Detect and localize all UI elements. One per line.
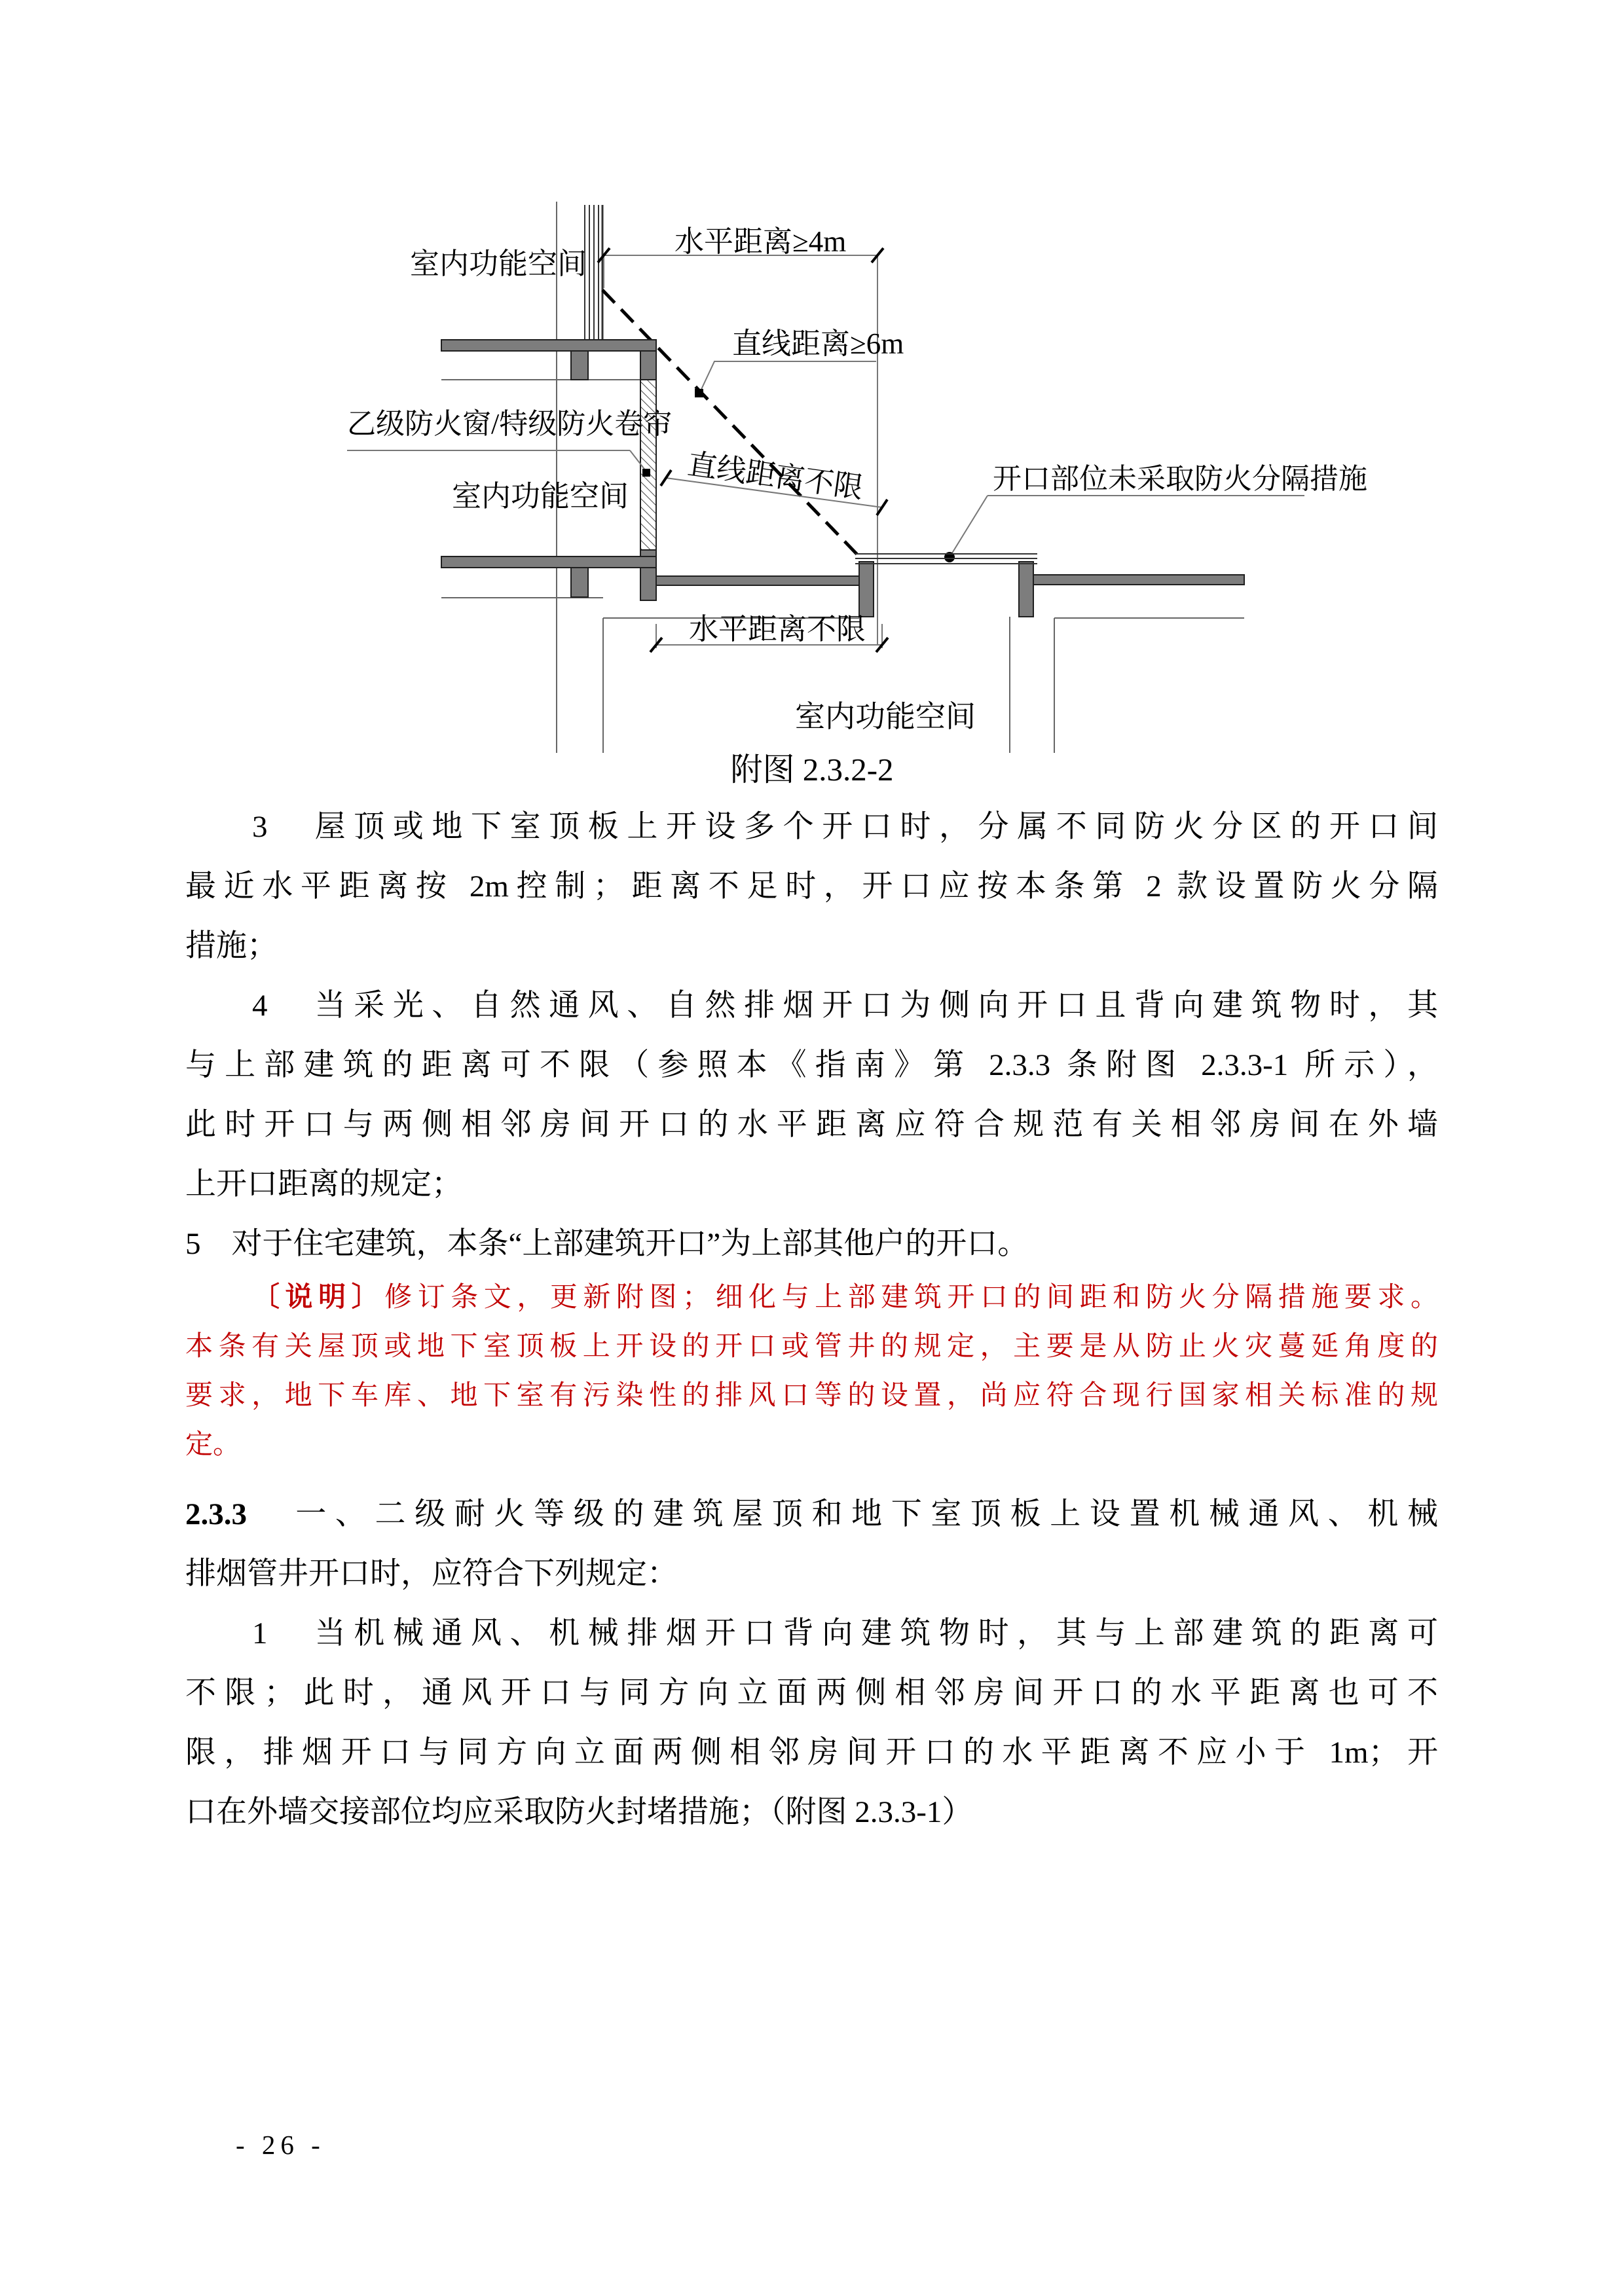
body-line: 口在外墙交接部位均应采取防火封堵措施；（附图 2.3.3-1） — [185, 1795, 973, 1829]
dim-top-label: 水平距离≥4m — [674, 225, 847, 258]
opening-note-label: 开口部位未采取防火分隔措施 — [993, 463, 1367, 495]
red-note-line: 要求，地下车库、地下室有污染性的排风口等的设置，尚应符合现行国家相关标准的规 — [185, 1381, 1438, 1411]
room-label-mid: 室内功能空间 — [452, 480, 629, 513]
page-number: - 26 - — [236, 2130, 325, 2160]
dim-horiz-label: 水平距离不限 — [689, 613, 866, 646]
body-line: 措施； — [185, 929, 278, 963]
body-line: 不限；此时，通风开口与同方向立面两侧相邻房间开口的水平距离也可不 — [185, 1676, 1438, 1710]
section-number: 2.3.3 — [185, 1497, 247, 1531]
dim-diag-label: 直线距离不限 — [685, 447, 866, 505]
dim-line6-label: 直线距离≥6m — [732, 327, 904, 360]
fire-window-hatch — [640, 380, 656, 550]
figure-caption: 附图 2.3.2-2 — [730, 752, 894, 788]
body-line: 此时开口与两侧相邻房间开口的水平距离应符合规范有关相邻房间在外墙 — [185, 1108, 1438, 1142]
roof-opening — [656, 562, 1244, 617]
body-line: 1 当机械通风、机械排烟开口背向建筑物时，其与上部建筑的距离可 — [252, 1616, 1438, 1650]
fire-window-label: 乙级防火窗/特级防火卷帘 — [347, 408, 673, 440]
body-line: 上开口距离的规定； — [185, 1167, 462, 1201]
fire-window-callout — [347, 408, 672, 477]
dimension-diagonal — [661, 448, 887, 515]
figure-2.3.2-2 — [295, 183, 1375, 805]
upper-slab — [441, 340, 656, 380]
red-note-text: 修订条文，更新附图；细化与上部建筑开口的间距和防火分隔措施要求。 — [384, 1283, 1438, 1313]
lower-left-slab — [441, 556, 656, 597]
section-heading-line: 排烟管井开口时，应符合下列规定： — [185, 1557, 678, 1591]
body-line: 5 对于住宅建筑，本条“上部建筑开口”为上部其他户的开口。 — [185, 1227, 1029, 1261]
red-note-prefix: 〔说明〕 — [252, 1283, 385, 1313]
body-line: 限，排烟开口与同方向立面两侧相邻房间开口的水平距离不应小于 1m；开 — [185, 1736, 1438, 1770]
room-label-top: 室内功能空间 — [410, 247, 587, 280]
section-heading-line — [185, 1485, 1438, 1544]
body-line: 3 屋顶或地下室顶板上开设多个开口时，分属不同防火分区的开口间 — [252, 810, 1438, 844]
body-line: 最近水平距离按 2m控制；距离不足时，开口应按本条第 2 款设置防火分隔 — [185, 869, 1438, 903]
red-note-line — [185, 1273, 1438, 1322]
opening-note-callout — [944, 463, 1367, 562]
red-note-line: 本条有关屋顶或地下室顶板上开设的开口或管井的规定，主要是从防止火灾蔓延角度的 — [185, 1332, 1438, 1362]
body-line: 4 当采光、自然通风、自然排烟开口为侧向开口且背向建筑物时，其 — [252, 989, 1438, 1023]
section-text: 一、二级耐火等级的建筑屋顶和地下室顶板上设置机械通风、机械 — [247, 1497, 1438, 1531]
leader-line6 — [695, 327, 904, 397]
upper-wall-lines — [585, 205, 602, 340]
room-label-bottom: 室内功能空间 — [795, 700, 976, 733]
red-note-line: 定。 — [185, 1430, 241, 1460]
body-line: 与上部建筑的距离可不限（参照本《指南》第 2.3.3 条附图 2.3.3-1 所示）， — [185, 1048, 1438, 1082]
